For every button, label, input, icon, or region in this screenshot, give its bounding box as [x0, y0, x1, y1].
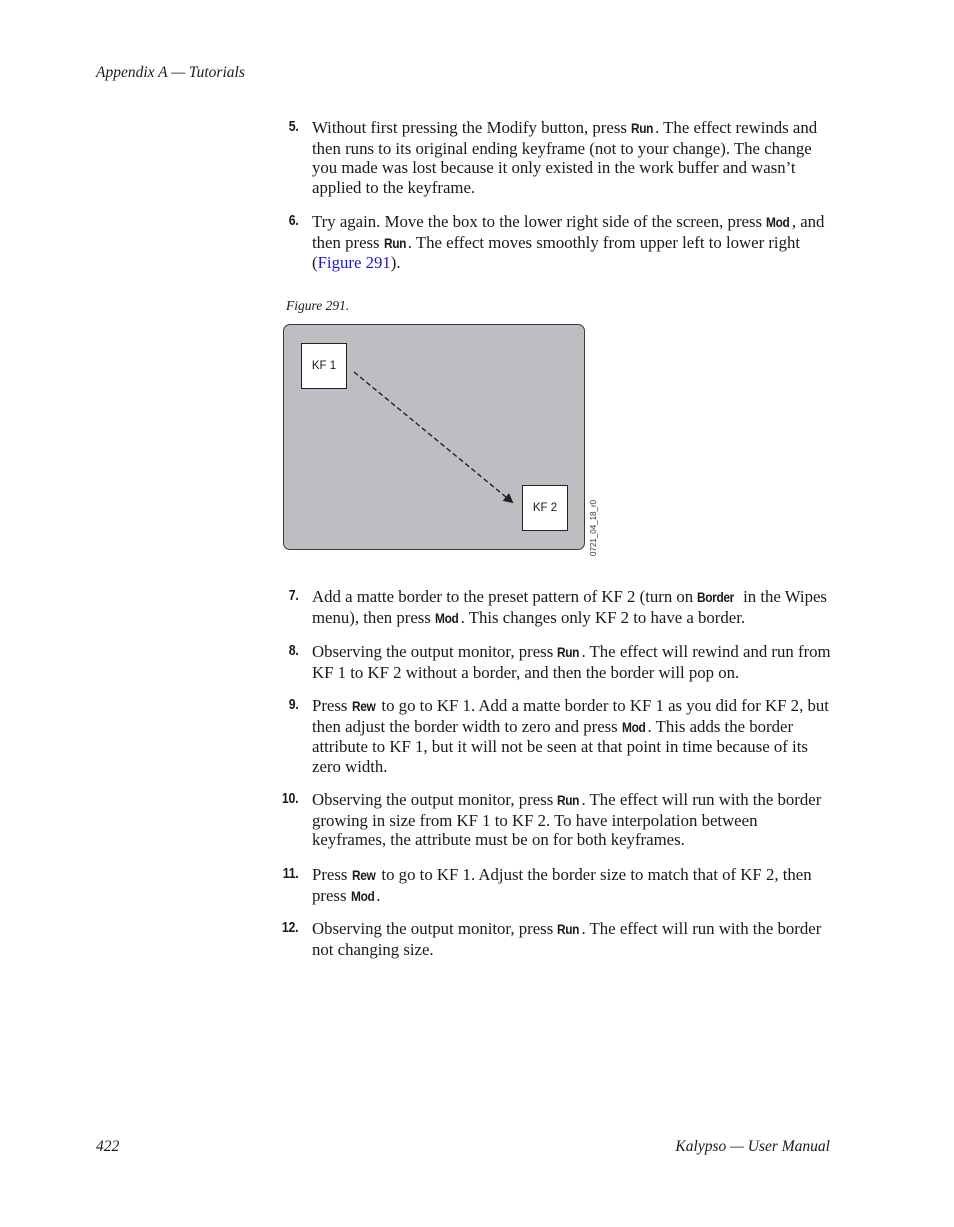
figure-link[interactable]: Figure 291: [317, 253, 391, 273]
step-number: 11.: [282, 866, 298, 882]
step-number: 9.: [288, 697, 298, 713]
step-text: . The effect will run with the border growing in size from KF 1 to KF 2. To have interpolation between keyframes, the attribute must be on for both keyframes.: [312, 790, 822, 850]
key-rew: Rew: [351, 698, 376, 714]
page-number: 422: [96, 1138, 120, 1155]
step-text: . This adds the border attribute to KF 1, but it will not be seen at that point in time because of its zero width.: [312, 716, 808, 776]
step-number: 8.: [288, 643, 298, 659]
figure-caption: Figure 291.: [286, 298, 350, 313]
step-text: Press: [312, 696, 352, 715]
key-run: Run: [631, 120, 654, 136]
keyframe-2-label: KF 2: [532, 502, 558, 514]
step-7: [288, 587, 834, 628]
key-run: Run: [557, 792, 580, 808]
step-number: 7.: [288, 588, 298, 604]
step-text: to go to KF 1. Add a matte border to KF 1 as you did for KF 2, but then adjust the border width to zero and press: [312, 696, 829, 736]
step-text: in the Wipes menu), then press: [312, 587, 827, 627]
step-number: 5.: [288, 119, 298, 135]
key-rew: Rew: [351, 867, 376, 883]
step-text: . This changes only KF 2 to have a border.: [460, 607, 746, 627]
keyframe-1-box: [301, 343, 347, 389]
step-text: to go to KF 1. Adjust the border size to match that of KF 2, then press: [312, 865, 812, 905]
step-8: [288, 642, 834, 682]
step-text: Observing the output monitor, press: [312, 642, 558, 661]
keyframe-1-label: KF 1: [311, 360, 337, 372]
step-text: . The effect will rewind and run from KF 1 to KF 2 without a border, and then the border will pop on.: [312, 642, 831, 682]
step-11: [282, 865, 834, 906]
key-run: Run: [383, 234, 406, 251]
step-9: [288, 696, 834, 776]
figure-291: [283, 324, 613, 556]
key-mod: Mod: [621, 718, 646, 735]
keyframe-2-box: [522, 485, 568, 531]
step-6: [288, 212, 834, 273]
step-text: Observing the output monitor, press: [312, 790, 558, 809]
step-text: ).: [390, 253, 401, 273]
key-mod: Mod: [435, 609, 459, 626]
step-text: Press: [312, 865, 352, 884]
step-10: [281, 790, 834, 850]
figure-id: 0721_04_18_r0: [589, 499, 598, 556]
key-run: Run: [557, 644, 580, 660]
step-number: 10.: [281, 791, 298, 807]
step-text: . The effect moves smoothly from upper left to lower right (: [312, 232, 801, 273]
step-text: . The effect will run with the border not changing size.: [312, 919, 822, 959]
step-text: Add a matte border to the preset pattern of KF 2 (turn on: [312, 587, 698, 606]
step-number: 6.: [288, 213, 298, 229]
step-text: Without first pressing the Modify button, press: [312, 118, 632, 137]
key-mod: Mod: [766, 214, 790, 230]
step-5: [288, 118, 834, 197]
running-head: Appendix A — Tutorials: [96, 64, 245, 81]
step-text: Observing the output monitor, press: [312, 919, 558, 938]
key-run: Run: [557, 921, 580, 937]
step-number: 12.: [281, 920, 298, 936]
key-mod: Mod: [350, 887, 375, 904]
step-text: , and then press: [312, 212, 825, 252]
step-12: [281, 919, 834, 959]
key-border: Border: [697, 589, 735, 605]
step-text: . The effect rewinds and then runs to its original ending keyframe (not to your change). The change you made was lost because it only existed in the work buffer and wasn’t applied to the keyframe.: [312, 118, 818, 197]
step-text: .: [376, 885, 381, 905]
manual-title: Kalypso — User Manual: [675, 1138, 830, 1155]
step-text: Try again. Move the box to the lower right side of the screen, press: [312, 212, 767, 231]
